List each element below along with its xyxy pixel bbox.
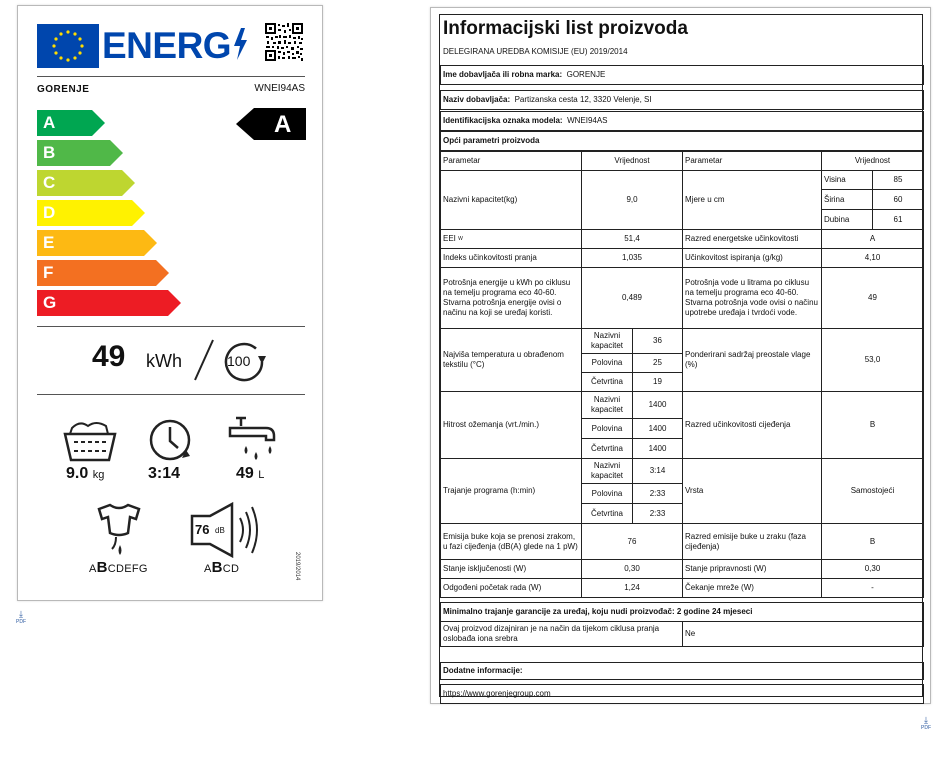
duration-half-value: 2:33 <box>632 483 683 504</box>
load-quarter-label: Četvrtina <box>581 372 633 392</box>
off-mode-label: Stanje isključenosti (W) <box>440 559 582 579</box>
load-full-label: Nazivni kapacitet <box>581 391 633 419</box>
energy-consumption-value: 0,489 <box>581 267 683 329</box>
energy-class-letter: B <box>43 143 56 162</box>
spin-drying-icon <box>96 503 142 561</box>
header-param: Parametar <box>440 151 582 171</box>
noise-emission-label: Emisija buke koja se prenosi zrakom, u fazi cijeđenja (dB(A) glede na 1 pW) <box>440 523 582 560</box>
clock-icon <box>146 416 194 464</box>
eei-value: 51,4 <box>581 229 683 249</box>
bolt-icon <box>232 28 248 60</box>
energy-class-bar <box>37 290 181 316</box>
spin-speed-label: Hitrost ožemanja (vrt./min.) <box>440 391 582 459</box>
energy-class-scale <box>37 110 181 320</box>
water-consumption-value: 49 <box>821 267 924 329</box>
rinsing-value: 4,10 <box>821 248 924 268</box>
qr-code-icon <box>264 22 304 62</box>
divider <box>37 326 305 327</box>
type-label: Vrsta <box>682 458 822 524</box>
water-value: 49 L <box>236 465 265 482</box>
dimensions-label: Mjere u cm <box>682 170 822 230</box>
energy-class-letter: E <box>43 233 55 252</box>
cycles-value: 100 <box>227 353 251 369</box>
standby-value: 0,30 <box>821 559 924 579</box>
capacity-value: 9.0 kg <box>66 465 105 482</box>
temp-quarter-value: 19 <box>632 372 683 392</box>
spin-full-value: 1400 <box>632 391 683 419</box>
duration-quarter-value: 2:33 <box>632 503 683 524</box>
sheet-title: Informacijski list proizvoda <box>443 18 688 39</box>
energy-class-letter: C <box>43 173 56 192</box>
load-full-label: Nazivni kapacitet <box>581 328 633 354</box>
header-param: Parametar <box>682 151 822 171</box>
network-standby-value: - <box>821 578 924 598</box>
noise-class-label: Razred emisije buke u zraku (faza cijeđenja) <box>682 523 822 560</box>
regulation-text: DELEGIRANA UREDBA KOMISIJE (EU) 2019/2014 <box>443 47 628 56</box>
energy-class-bar <box>37 200 145 226</box>
spin-class-label: Razred učinkovitosti cijeđenja <box>682 391 822 459</box>
cycles-badge <box>218 336 270 393</box>
temperature-label: Najviša temperatura u obrađenom tekstilu (°C) <box>440 328 582 392</box>
spin-class-value: B <box>821 391 924 459</box>
divider <box>37 76 305 77</box>
warranty-row: Minimalno trajanje garancije za uređaj, koju nudi proizvođač: 2 godine 24 mjeseci <box>440 602 924 622</box>
load-half-label: Polovina <box>581 353 633 373</box>
noise-class-value: B <box>821 523 924 560</box>
laundry-basket-icon <box>62 418 118 462</box>
height-label: Visina <box>821 170 873 190</box>
spin-class-scale: ABCDEFG <box>89 559 148 576</box>
sheet-frame <box>439 14 923 697</box>
header-value: Vrijednost <box>821 151 924 171</box>
program-duration-label: Trajanje programa (h:min) <box>440 458 582 524</box>
water-consumption-label: Potrošnja vode u litrama po ciklusu na temelju programa eco 40-60. Stvarna potrošnja vode ovisi o načinu upotrebe uređaja i tvrdoći vode. <box>682 267 822 329</box>
pdf-download-label[interactable]: ⤓ PDF <box>16 609 26 625</box>
energy-consumption-label: Potrošnja energije u kWh po ciklusu na temelju programa eco 40-60. Stvarna potrošnja energije ovisi o načinu na koji se uređaj koristi. <box>440 267 582 329</box>
supplier-name: GORENJE <box>37 84 90 95</box>
noise-badge <box>190 502 262 558</box>
spin-quarter-value: 1400 <box>632 438 683 459</box>
temp-half-value: 25 <box>632 353 683 373</box>
standby-label: Stanje pripravnosti (W) <box>682 559 822 579</box>
temp-full-value: 36 <box>632 328 683 354</box>
load-half-label: Polovina <box>581 483 633 504</box>
rinsing-label: Učinkovitost ispiranja (g/kg) <box>682 248 822 268</box>
product-information-sheet <box>430 7 931 704</box>
supplier-row: Ime dobavljača ili robna marka: GORENJE <box>440 65 924 85</box>
energy-class-bar <box>37 170 135 196</box>
energy-rating: A <box>274 111 292 138</box>
duration-value: 3:14 <box>148 465 181 482</box>
header-value: Vrijednost <box>581 151 683 171</box>
off-mode-value: 0,30 <box>581 559 683 579</box>
spin-half-value: 1400 <box>632 418 683 439</box>
capacity-value: 9,0 <box>581 170 683 230</box>
slash-divider <box>193 338 215 382</box>
silver-ions-value: Ne <box>682 621 924 647</box>
energy-class-bar <box>37 230 157 256</box>
noise-emission-value: 76 <box>581 523 683 560</box>
energy-class-letter: D <box>43 203 56 222</box>
divider <box>37 394 305 395</box>
energy-class-bar <box>37 140 123 166</box>
depth-label: Dubina <box>821 209 873 230</box>
delay-start-value: 1,24 <box>581 578 683 598</box>
washing-index-label: Indeks učinkovitosti pranja <box>440 248 582 268</box>
eu-flag-icon <box>37 24 99 68</box>
energy-rating-arrow <box>236 108 306 145</box>
additional-info-label: Dodatne informacije: <box>440 662 924 680</box>
load-half-label: Polovina <box>581 418 633 439</box>
moisture-label: Ponderirani sadržaj preostale vlage (%) <box>682 328 822 392</box>
energy-class-bar <box>37 110 105 136</box>
silver-ions-label: Ovaj proizvod dizajniran je na način da tijekom ciklusa pranja oslobađa iona srebra <box>440 621 683 647</box>
delay-start-label: Odgođeni početak rada (W) <box>440 578 582 598</box>
download-icon: ⤓ <box>19 609 23 619</box>
eei-label: EEI W <box>440 229 582 249</box>
duration-full-value: 3:14 <box>632 458 683 484</box>
regulation-year: 2019/2014 <box>294 552 300 581</box>
energy-unit: kWh <box>146 351 182 371</box>
general-header: Opći parametri proizvoda <box>440 131 924 151</box>
type-value: Samostojeći <box>821 458 924 524</box>
address-row: Naziv dobavljača: Partizanska cesta 12, 3320 Velenje, SI <box>440 90 924 110</box>
website-url[interactable]: https://www.gorenjegroup.com <box>440 684 924 704</box>
noise-unit: dB <box>215 526 225 535</box>
energy-consumption: 49 <box>92 340 126 373</box>
model-row: Identifikacijska oznaka modela: WNEI94AS <box>440 111 924 131</box>
load-quarter-label: Četvrtina <box>581 503 633 524</box>
capacity-label: Nazivni kapacitet(kg) <box>440 170 582 230</box>
height-value: 85 <box>872 170 924 190</box>
energy-class-value: A <box>821 229 924 249</box>
width-label: Širina <box>821 189 873 210</box>
width-value: 60 <box>872 189 924 210</box>
network-standby-label: Čekanje mreže (W) <box>682 578 822 598</box>
energy-class-label: Razred energetske učinkovitosti <box>682 229 822 249</box>
moisture-value: 53,0 <box>821 328 924 392</box>
depth-value: 61 <box>872 209 924 230</box>
energy-label <box>17 5 323 601</box>
model-id: WNEI94AS <box>254 83 305 94</box>
energy-title: ENERG <box>102 25 232 66</box>
water-tap-icon <box>228 414 282 464</box>
washing-index-value: 1,035 <box>581 248 683 268</box>
noise-class-scale: ABCD <box>204 559 240 576</box>
noise-value: 76 <box>195 522 210 537</box>
pdf-download-sheet[interactable]: ⤓ PDF <box>921 715 931 731</box>
energy-class-letter: A <box>43 113 56 132</box>
energy-class-letter: F <box>43 263 54 282</box>
energy-class-bar <box>37 260 169 286</box>
load-quarter-label: Četvrtina <box>581 438 633 459</box>
download-icon: ⤓ <box>924 715 928 725</box>
load-full-label: Nazivni kapacitet <box>581 458 633 484</box>
energy-class-letter: G <box>43 293 57 312</box>
